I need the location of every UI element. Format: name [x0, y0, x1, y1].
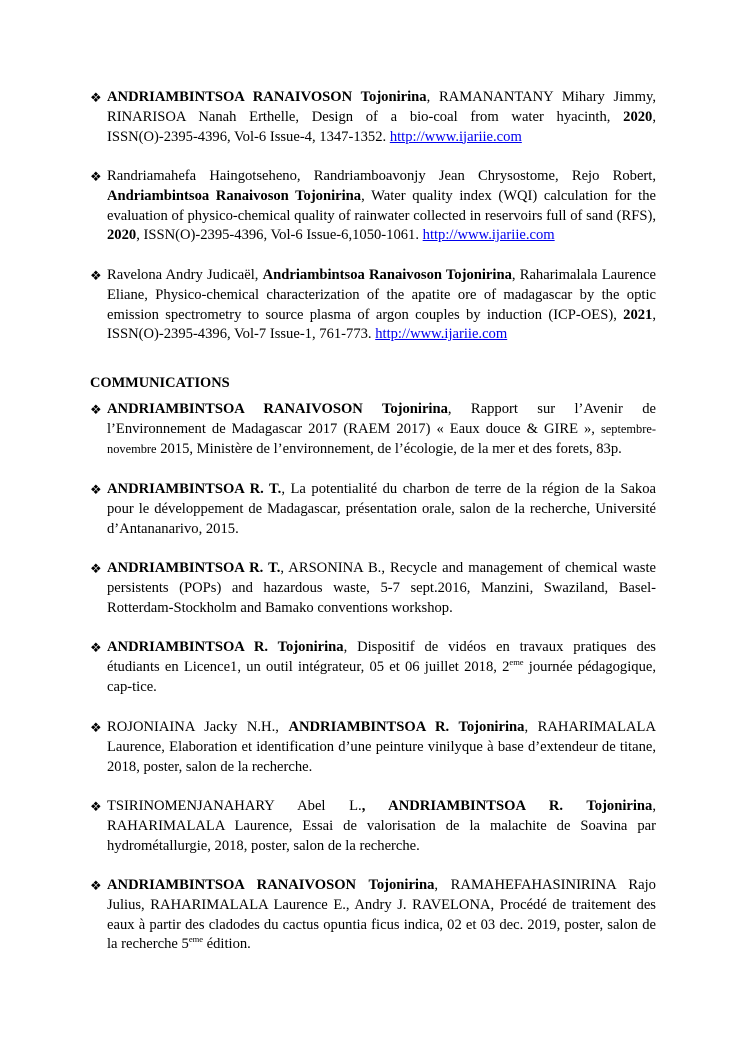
- bullet-diamond-icon: ❖: [90, 878, 102, 893]
- publication-entry-1: [90, 88, 656, 147]
- citation-text: septembre-novembre: [107, 421, 656, 456]
- citation-text: , RAMAHEFAHASINIRINA Rajo Julius, RAHARIMALALA Laurence E., Andry J. RAVELONA, Procédé de traitement des eaux à partir des cladodes du cactus opuntia ficus indica, 02 et 03 dec. 2019, poster, salon de la recherche 5: [107, 877, 656, 953]
- entry-text: [107, 559, 656, 618]
- publication-entry-2: [90, 167, 656, 246]
- entry-text: [107, 638, 656, 697]
- bullet-diamond-icon: ❖: [90, 720, 102, 735]
- citation-text: , ARSONINA B., Recycle and management of chemical waste persistents (POPs) and hazardous waste, 5-7 sept.2016, Manzini, Swaziland, Basel-Rotterdam-Stockholm and Bamako conventions workshop.: [107, 560, 657, 616]
- citation-text: 2015, Ministère de l’environnement, de l’écologie, de la mer et des forets, 83p.: [156, 440, 622, 457]
- bullet-diamond-icon: ❖: [90, 90, 102, 105]
- bullet-diamond-icon: ❖: [90, 169, 102, 184]
- bullet-diamond-icon: ❖: [90, 640, 102, 655]
- superscript-text: eme: [509, 656, 524, 667]
- citation-text: , ISSN(O)-2395-4396, Vol-7 Issue-1, 761-773.: [107, 306, 656, 343]
- author-name-bold: Andriambintsoa Ranaivoson Tojonirina: [262, 267, 512, 283]
- author-name-bold: Andriambintsoa Ranaivoson Tojonirina: [107, 187, 362, 204]
- bullet-diamond-icon: ❖: [90, 799, 102, 814]
- superscript-text: eme: [188, 934, 203, 945]
- author-name-bold: , ANDRIAMBINTSOA R. Tojonirina: [361, 798, 653, 814]
- bullet-diamond-icon: ❖: [90, 482, 102, 497]
- communication-entry-1: [90, 400, 656, 459]
- citation-text: TSIRINOMENJANAHARY Abel L.: [107, 798, 362, 814]
- communications-heading: COMMUNICATIONS: [90, 375, 230, 391]
- entry-text: [107, 400, 656, 459]
- citation-text: , La potentialité du charbon de terre de la région de la Sakoa pour le développement de Madagascar, présentation orale, salon de la recherche, Université d’Antananarivo, 2015.: [107, 481, 656, 537]
- entry-text: [107, 876, 656, 955]
- journal-link[interactable]: http://www.ijariie.com: [389, 128, 522, 145]
- communication-entry-4: [90, 638, 656, 697]
- communication-entry-3: [90, 559, 656, 618]
- author-name-bold: 2020: [107, 227, 137, 244]
- entry-text: [107, 797, 656, 856]
- entry-text: [107, 266, 656, 345]
- entry-text: [107, 480, 656, 539]
- author-name-bold: ANDRIAMBINTSOA RANAIVOSON Tojonirina: [107, 877, 435, 893]
- communication-entry-7: [90, 876, 656, 955]
- communication-entry-2: [90, 480, 656, 539]
- citation-text: , RAHARIMALALA Laurence, Essai de valorisation de la malachite de Soavina par hydrométallurgie, 2018, poster, salon de la recherche.: [107, 798, 656, 854]
- author-name-bold: 2020: [623, 108, 653, 125]
- citation-text: , RAHARIMALALA Laurence, Elaboration et identification d’une peinture vinilyque à base d’extendeur de titane, 2018, poster, salon de la recherche.: [107, 719, 656, 775]
- author-name-bold: ANDRIAMBINTSOA R. Tojonirina: [288, 719, 525, 735]
- entry-text: [107, 718, 656, 777]
- bullet-diamond-icon: ❖: [90, 402, 102, 417]
- citation-text: édition.: [203, 936, 251, 953]
- communication-entry-5: [90, 718, 656, 777]
- entry-text: [107, 88, 656, 147]
- citation-text: ROJONIAINA Jacky N.H.,: [107, 719, 289, 735]
- citation-text: , Raharimalala Laurence Eliane, Physico-chemical characterization of the apatite ore of madagascar by the optic emission spectrometry to source plasma of argon couples by induction (ICP-OES),: [107, 267, 656, 323]
- bullet-diamond-icon: ❖: [90, 268, 102, 283]
- citation-text: Ravelona Andry Judicaël,: [107, 267, 263, 283]
- author-name-bold: ANDRIAMBINTSOA RANAIVOSON Tojonirina: [107, 89, 427, 105]
- author-name-bold: ANDRIAMBINTSOA R. Tojonirina: [107, 639, 344, 655]
- communication-entry-6: [90, 797, 656, 856]
- author-name-bold: ANDRIAMBINTSOA RANAIVOSON Tojonirina: [107, 401, 448, 417]
- author-name-bold: ANDRIAMBINTSOA R. T.: [107, 560, 281, 576]
- author-name-bold: 2021: [623, 306, 653, 323]
- citation-text: , RAMANANTANY Mihary Jimmy, RINARISOA Nanah Erthelle, Design of a bio-coal from water hyacinth,: [107, 89, 656, 125]
- citation-text: journée pédagogique, cap-tice.: [107, 658, 656, 695]
- citation-text: , Water quality index (WQI) calculation for the evaluation of physico-chemical quality of rainwater collected in reservoirs full of sand (RFS),: [107, 187, 656, 224]
- citation-text: , Rapport sur l’Avenir de l’Environnement de Madagascar 2017 (RAEM 2017) « Eaux douce & GIRE »,: [107, 401, 656, 437]
- journal-link[interactable]: http://www.ijariie.com: [422, 227, 555, 244]
- author-name-bold: ANDRIAMBINTSOA R. T.: [107, 481, 282, 497]
- journal-link[interactable]: http://www.ijariie.com: [375, 326, 508, 343]
- publication-entry-3: [90, 266, 656, 345]
- entry-text: [107, 167, 656, 246]
- bullet-diamond-icon: ❖: [90, 561, 102, 576]
- citation-text: , ISSN(O)-2395-4396, Vol-6 Issue-4, 1347-1352.: [107, 108, 656, 145]
- citation-text: , Dispositif de vidéos en travaux pratiques des étudiants en Licence1, un outil intégrateur, 05 et 06 juillet 2018, 2: [107, 639, 656, 675]
- citation-text: Randriamahefa Haingotseheno, Randriamboavonjy Jean Chrysostome, Rejo Robert,: [107, 168, 656, 184]
- citation-text: , ISSN(O)-2395-4396, Vol-6 Issue-6,1050-1061.: [136, 227, 423, 244]
